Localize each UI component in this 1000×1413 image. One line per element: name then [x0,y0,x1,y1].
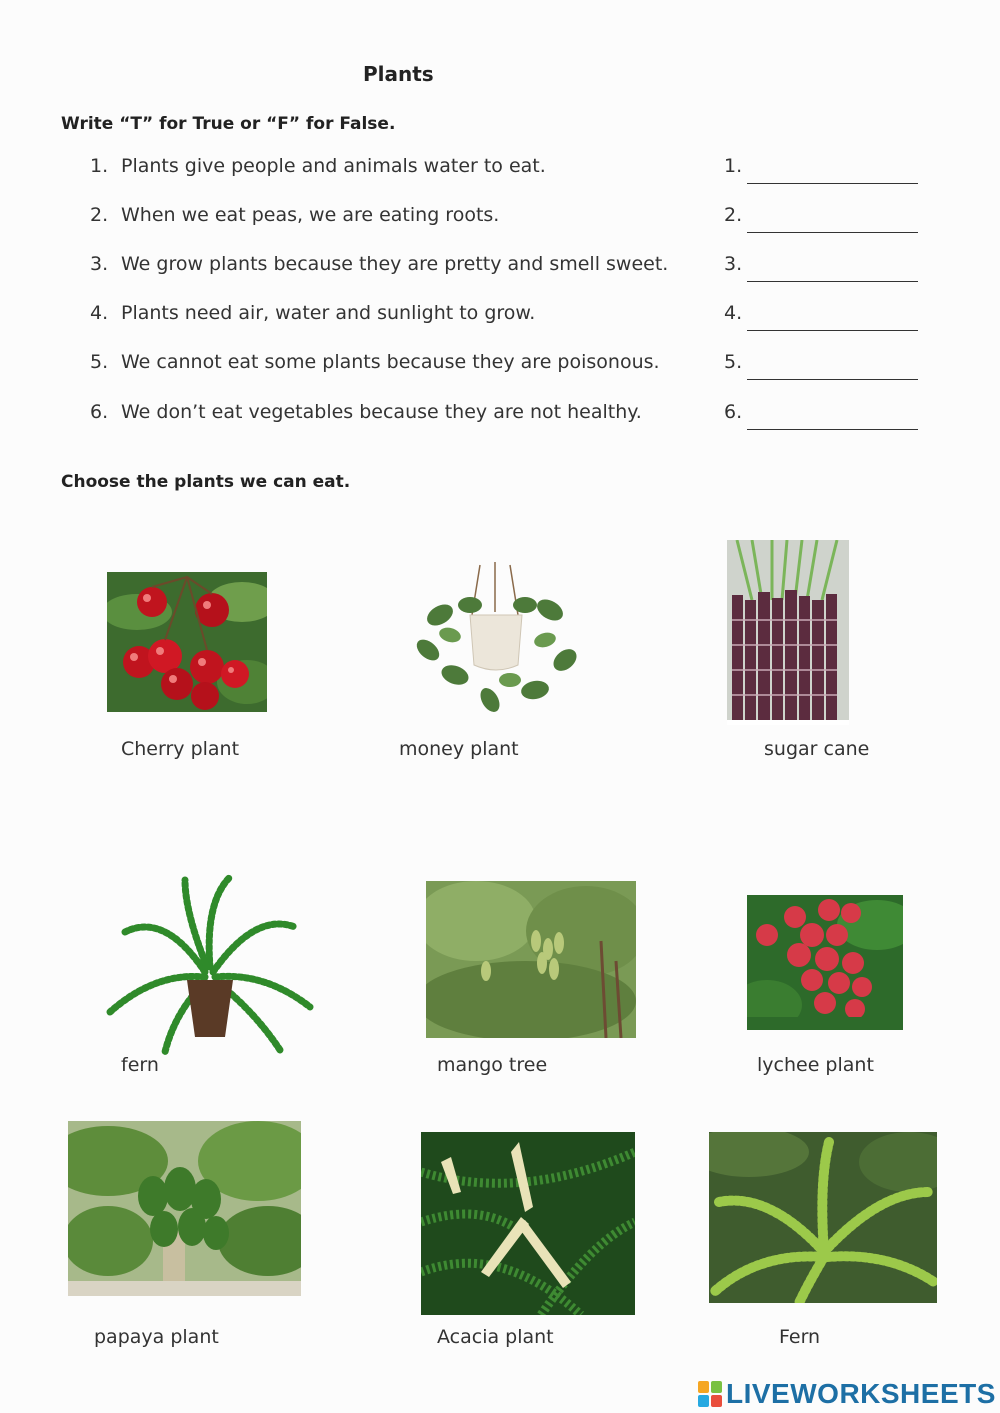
answer-input-6[interactable] [747,407,918,430]
sugar-cane-image[interactable] [727,540,849,725]
question-row [0,401,1000,431]
brand-grid-icon [698,1381,722,1407]
answer-number: 6. [724,401,743,423]
question-text: We cannot eat some plants because they are poisonous. [121,351,660,373]
question-row [0,204,1000,234]
plant-caption: Cherry plant [121,738,240,760]
plant-caption: fern [121,1054,159,1076]
plant-caption: Acacia plant [437,1326,554,1348]
question-row [0,302,1000,332]
liveworksheets-logo[interactable] [698,1378,996,1410]
fern-garden-image[interactable] [709,1132,937,1303]
question-text: Plants give people and animals water to eat. [121,155,546,177]
question-text: We don’t eat vegetables because they are not healthy. [121,401,642,423]
money-plant-image[interactable] [410,560,582,722]
question-text: Plants need air, water and sunlight to grow. [121,302,536,324]
acacia-plant-image[interactable] [421,1132,635,1315]
question-number: 6. [90,401,109,423]
answer-input-5[interactable] [747,357,918,380]
question-number: 5. [90,351,109,373]
answer-input-2[interactable] [747,210,918,233]
question-row [0,351,1000,381]
cherry-plant-image[interactable] [107,572,267,712]
worksheet-title: Plants [363,62,434,86]
papaya-plant-image[interactable] [68,1121,301,1296]
lychee-plant-image[interactable] [747,895,903,1030]
answer-input-3[interactable] [747,259,918,282]
question-row [0,253,1000,283]
answer-input-4[interactable] [747,308,918,331]
answer-number: 2. [724,204,743,226]
question-number: 2. [90,204,109,226]
brand-text: LIVEWORKSHEETS [726,1378,996,1409]
question-text: We grow plants because they are pretty and smell sweet. [121,253,669,275]
plant-caption: Fern [779,1326,821,1348]
answer-input-1[interactable] [747,161,918,184]
mango-tree-image[interactable] [426,881,636,1038]
question-text: When we eat peas, we are eating roots. [121,204,500,226]
question-number: 1. [90,155,109,177]
question-number: 3. [90,253,109,275]
fern-pot-image[interactable] [105,872,315,1057]
plant-caption: money plant [399,738,519,760]
answer-number: 4. [724,302,743,324]
plant-caption: lychee plant [757,1054,874,1076]
question-number: 4. [90,302,109,324]
question-row [0,155,1000,185]
answer-number: 5. [724,351,743,373]
plant-caption: sugar cane [764,738,870,760]
choose-instruction: Choose the plants we can eat. [61,472,351,492]
plant-caption: mango tree [437,1054,548,1076]
answer-number: 1. [724,155,743,177]
answer-number: 3. [724,253,743,275]
plant-caption: papaya plant [94,1326,219,1348]
true-false-instruction: Write “T” for True or “F” for False. [61,114,396,134]
